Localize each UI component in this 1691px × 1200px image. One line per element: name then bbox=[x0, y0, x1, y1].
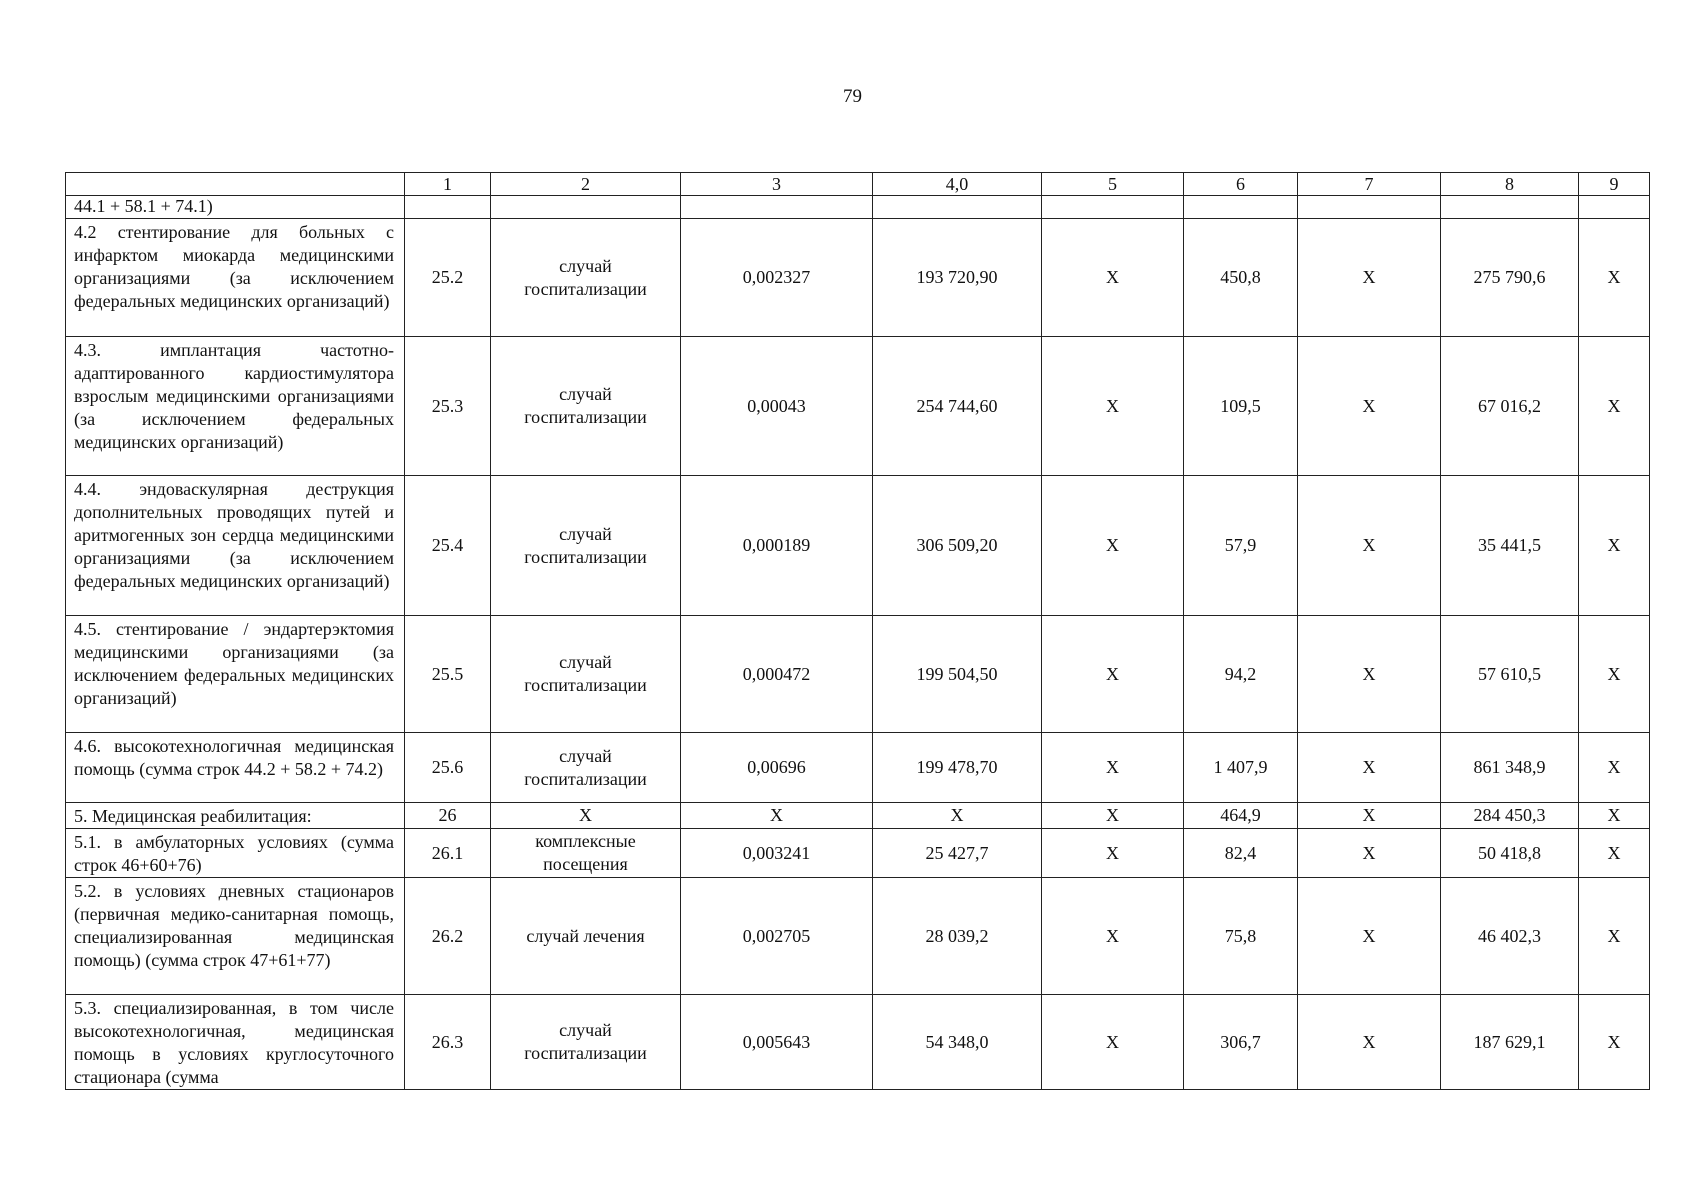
col9-cell: X bbox=[1579, 337, 1650, 476]
row-name-cell: 4.2 стентирование для больных с инфарктом миокарда медицинскими организациями (за исключением федеральных медицинских организаций) bbox=[66, 219, 405, 337]
col9-cell: X bbox=[1579, 829, 1650, 878]
column-number-cell: 8 bbox=[1441, 173, 1579, 196]
col4-cell: 54 348,0 bbox=[873, 995, 1042, 1090]
empty-cell bbox=[873, 196, 1042, 219]
col5-cell: X bbox=[1042, 733, 1184, 803]
row-number-cell: 25.6 bbox=[405, 733, 491, 803]
col8-cell: 50 418,8 bbox=[1441, 829, 1579, 878]
col7-cell: X bbox=[1298, 337, 1441, 476]
col4-cell: 199 478,70 bbox=[873, 733, 1042, 803]
col8-cell: 275 790,6 bbox=[1441, 219, 1579, 337]
unit-cell: случай лечения bbox=[491, 878, 681, 995]
empty-cell bbox=[1184, 196, 1298, 219]
empty-cell bbox=[1579, 196, 1650, 219]
row-name-cell: 4.3. имплантация частотно-адаптированного кардиостимулятора взрослым медицинскими организациями (за исключением федеральных медицинских организаций) bbox=[66, 337, 405, 476]
col5-cell: X bbox=[1042, 878, 1184, 995]
col6-cell: 306,7 bbox=[1184, 995, 1298, 1090]
row-number-cell: 25.4 bbox=[405, 476, 491, 616]
col7-cell: X bbox=[1298, 829, 1441, 878]
row-name-cell: 4.6. высокотехнологичная медицинская помощь (сумма строк 44.2 + 58.2 + 74.2) bbox=[66, 733, 405, 803]
col8-cell: 57 610,5 bbox=[1441, 616, 1579, 733]
row-name-cell: 4.4. эндоваскулярная деструкция дополнительных проводящих путей и аритмогенных зон сердца медицинскими организациями (за исключением федеральных медицинских организаций) bbox=[66, 476, 405, 616]
col3-cell: X bbox=[681, 803, 873, 829]
unit-cell: случай госпитализации bbox=[491, 219, 681, 337]
col7-cell: X bbox=[1298, 476, 1441, 616]
col6-cell: 57,9 bbox=[1184, 476, 1298, 616]
col8-cell: 187 629,1 bbox=[1441, 995, 1579, 1090]
table-row bbox=[66, 829, 1650, 878]
unit-cell: комплексные посещения bbox=[491, 829, 681, 878]
data-table bbox=[65, 172, 1650, 1090]
col5-cell: X bbox=[1042, 803, 1184, 829]
row-number-cell: 26.1 bbox=[405, 829, 491, 878]
col3-cell: 0,00043 bbox=[681, 337, 873, 476]
col9-cell: X bbox=[1579, 803, 1650, 829]
unit-cell: случай госпитализации bbox=[491, 616, 681, 733]
col6-cell: 94,2 bbox=[1184, 616, 1298, 733]
unit-cell: случай госпитализации bbox=[491, 733, 681, 803]
col6-cell: 75,8 bbox=[1184, 878, 1298, 995]
row-name-cell: 5. Медицинская реабилитация: bbox=[66, 803, 405, 829]
col7-cell: X bbox=[1298, 733, 1441, 803]
row-number-cell: 25.5 bbox=[405, 616, 491, 733]
col8-cell: 861 348,9 bbox=[1441, 733, 1579, 803]
unit-cell: случай госпитализации bbox=[491, 337, 681, 476]
table-row bbox=[66, 219, 1650, 337]
col9-cell: X bbox=[1579, 616, 1650, 733]
empty-cell bbox=[1441, 196, 1579, 219]
column-number-cell: 6 bbox=[1184, 173, 1298, 196]
table-row bbox=[66, 476, 1650, 616]
unit-cell: случай госпитализации bbox=[491, 995, 681, 1090]
col6-cell: 464,9 bbox=[1184, 803, 1298, 829]
empty-cell bbox=[681, 196, 873, 219]
unit-cell: X bbox=[491, 803, 681, 829]
col5-cell: X bbox=[1042, 995, 1184, 1090]
table-row bbox=[66, 616, 1650, 733]
table-row bbox=[66, 733, 1650, 803]
row-name-cell: 5.1. в амбулаторных условиях (сумма строк 46+60+76) bbox=[66, 829, 405, 878]
page-number: 79 bbox=[843, 86, 862, 107]
row-number-cell: 26 bbox=[405, 803, 491, 829]
continuation-text: 44.1 + 58.1 + 74.1) bbox=[66, 196, 405, 219]
col4-cell: 193 720,90 bbox=[873, 219, 1042, 337]
col3-cell: 0,002705 bbox=[681, 878, 873, 995]
col5-cell: X bbox=[1042, 476, 1184, 616]
column-number-cell: 7 bbox=[1298, 173, 1441, 196]
col4-cell: 306 509,20 bbox=[873, 476, 1042, 616]
empty-cell bbox=[491, 196, 681, 219]
table-row bbox=[66, 803, 1650, 829]
col5-cell: X bbox=[1042, 337, 1184, 476]
col4-cell: 28 039,2 bbox=[873, 878, 1042, 995]
row-name-cell: 5.2. в условиях дневных стационаров (первичная медико-санитарная помощь, специализированная медицинская помощь) (сумма строк 47+61+77) bbox=[66, 878, 405, 995]
col9-cell: X bbox=[1579, 995, 1650, 1090]
col8-cell: 46 402,3 bbox=[1441, 878, 1579, 995]
empty-cell bbox=[1042, 196, 1184, 219]
column-number-cell: 5 bbox=[1042, 173, 1184, 196]
col5-cell: X bbox=[1042, 829, 1184, 878]
col8-cell: 35 441,5 bbox=[1441, 476, 1579, 616]
row-number-cell: 25.3 bbox=[405, 337, 491, 476]
col4-cell: 254 744,60 bbox=[873, 337, 1042, 476]
col9-cell: X bbox=[1579, 219, 1650, 337]
empty-cell bbox=[1298, 196, 1441, 219]
empty-cell bbox=[405, 196, 491, 219]
row-number-cell: 25.2 bbox=[405, 219, 491, 337]
col4-cell: 25 427,7 bbox=[873, 829, 1042, 878]
col7-cell: X bbox=[1298, 616, 1441, 733]
table-row bbox=[66, 337, 1650, 476]
column-number-row bbox=[66, 173, 1650, 196]
col7-cell: X bbox=[1298, 219, 1441, 337]
col3-cell: 0,000472 bbox=[681, 616, 873, 733]
col8-cell: 284 450,3 bbox=[1441, 803, 1579, 829]
col5-cell: X bbox=[1042, 616, 1184, 733]
col4-cell: 199 504,50 bbox=[873, 616, 1042, 733]
table-row bbox=[66, 878, 1650, 995]
col5-cell: X bbox=[1042, 219, 1184, 337]
col9-cell: X bbox=[1579, 878, 1650, 995]
col6-cell: 1 407,9 bbox=[1184, 733, 1298, 803]
column-number-cell: 1 bbox=[405, 173, 491, 196]
col6-cell: 450,8 bbox=[1184, 219, 1298, 337]
col6-cell: 82,4 bbox=[1184, 829, 1298, 878]
column-number-cell: 4,0 bbox=[873, 173, 1042, 196]
col3-cell: 0,003241 bbox=[681, 829, 873, 878]
col3-cell: 0,00696 bbox=[681, 733, 873, 803]
col7-cell: X bbox=[1298, 878, 1441, 995]
unit-cell: случай госпитализации bbox=[491, 476, 681, 616]
col7-cell: X bbox=[1298, 995, 1441, 1090]
row-name-cell: 5.3. специализированная, в том числе высокотехнологичная, медицинская помощь в условиях круглосуточного стационара (сумма bbox=[66, 995, 405, 1090]
row-number-cell: 26.2 bbox=[405, 878, 491, 995]
column-number-cell: 3 bbox=[681, 173, 873, 196]
col9-cell: X bbox=[1579, 733, 1650, 803]
col4-cell: X bbox=[873, 803, 1042, 829]
table-row bbox=[66, 995, 1650, 1090]
col3-cell: 0,000189 bbox=[681, 476, 873, 616]
column-number-cell: 9 bbox=[1579, 173, 1650, 196]
column-number-cell: 2 bbox=[491, 173, 681, 196]
row-number-cell: 26.3 bbox=[405, 995, 491, 1090]
row-name-cell: 4.5. стентирование / эндартерэктомия медицинскими организациями (за исключением федеральных медицинских организаций) bbox=[66, 616, 405, 733]
col7-cell: X bbox=[1298, 803, 1441, 829]
continuation-row bbox=[66, 196, 1650, 219]
col8-cell: 67 016,2 bbox=[1441, 337, 1579, 476]
column-number-cell bbox=[66, 173, 405, 196]
col3-cell: 0,002327 bbox=[681, 219, 873, 337]
col6-cell: 109,5 bbox=[1184, 337, 1298, 476]
col3-cell: 0,005643 bbox=[681, 995, 873, 1090]
col9-cell: X bbox=[1579, 476, 1650, 616]
